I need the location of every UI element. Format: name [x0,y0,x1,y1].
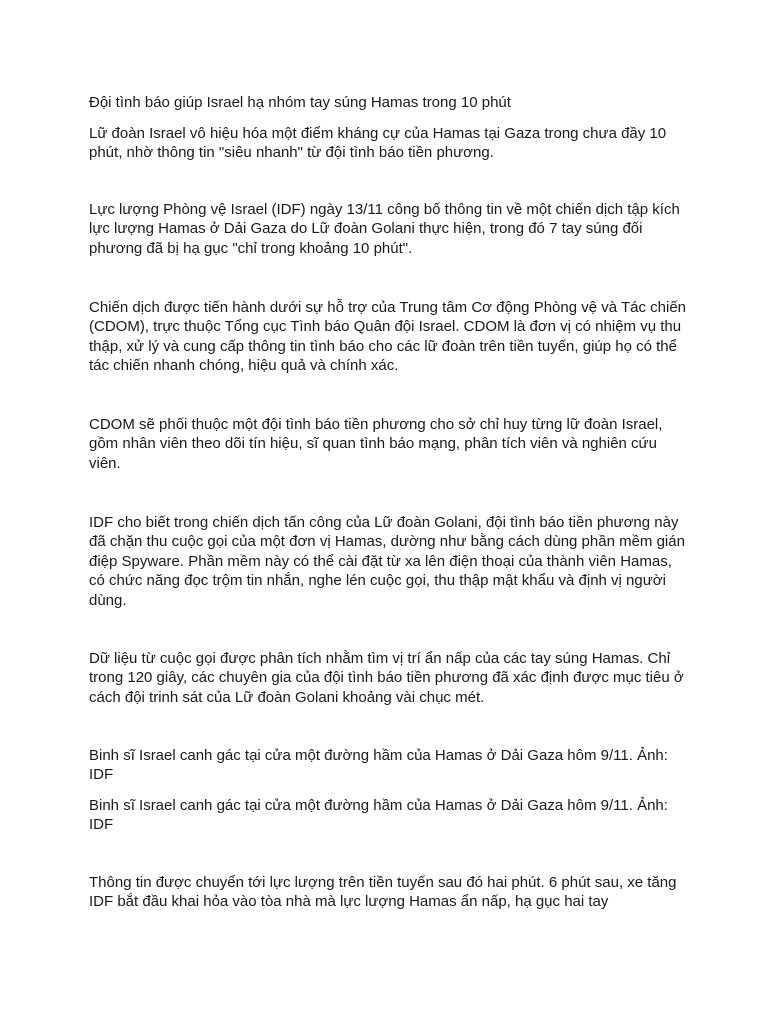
paragraph-4: IDF cho biết trong chiến dịch tấn công của Lữ đoàn Golani, đội tình báo tiền phương này đã chặn thu cuộc gọi của một đơn vị Hamas, dường như bằng cách dùng phần mềm gián điệp Spyware. Phần mềm này có thể cài đặt từ xa lên điện thoại của thành viên Hamas, có chức năng đọc trộm tin nhắn, nghe lén cuộc gọi, thu thập mật khẩu và định vị người dùng. [89,514,685,609]
image-caption: Binh sĩ Israel canh gác tại cửa một đường hầm của Hamas ở Dải Gaza hôm 9/11. Ảnh: IDF [89,747,668,784]
paragraph-2: Chiến dịch được tiến hành dưới sự hỗ trợ của Trung tâm Cơ động Phòng vệ và Tác chiến (CDOM), trực thuộc Tổng cục Tình báo Quân đội Israel. CDOM là đơn vị có nhiệm vụ thu thập, xử lý và cung cấp thông tin tình báo cho các lữ đoàn trên tiền tuyến, giúp họ có thể tác chiến nhanh chóng, hiệu quả và chính xác. [89,299,687,375]
paragraph-5: Dữ liệu từ cuộc gọi được phân tích nhằm tìm vị trí ẩn nấp của các tay súng Hamas. Chỉ trong 120 giây, các chuyên gia của đội tình báo tiền phương đã xác định được mục tiêu ở cách đội trinh sát của Lữ đoàn Golani khoảng vài chục mét. [89,650,684,706]
article-title: Đội tình báo giúp Israel hạ nhóm tay súng Hamas trong 10 phút [89,94,511,111]
image-caption-repeat: Binh sĩ Israel canh gác tại cửa một đường hầm của Hamas ở Dải Gaza hôm 9/11. Ảnh: IDF [89,797,668,834]
paragraph-3: CDOM sẽ phối thuộc một đội tình báo tiền phương cho sở chỉ huy từng lữ đoàn Israel, gồm nhân viên theo dõi tín hiệu, sĩ quan tình báo mạng, phân tích viên và nghiên cứu viên. [89,416,663,472]
paragraph-1: Lực lượng Phòng vệ Israel (IDF) ngày 13/11 công bố thông tin về một chiến dịch tập kích lực lượng Hamas ở Dải Gaza do Lữ đoàn Golani thực hiện, trong đó 7 tay súng đối phương đã bị hạ gục "chỉ trong khoảng 10 phút". [89,201,680,257]
article-lead: Lữ đoàn Israel vô hiệu hóa một điểm kháng cự của Hamas tại Gaza trong chưa đầy 10 phút, nhờ thông tin "siêu nhanh" từ đội tình báo tiền phương. [89,125,667,162]
paragraph-6: Thông tin được chuyển tới lực lượng trên tiền tuyến sau đó hai phút. 6 phút sau, xe tăng IDF bắt đầu khai hỏa vào tòa nhà mà lực lượng Hamas ẩn nấp, hạ gục hai tay [89,874,677,911]
